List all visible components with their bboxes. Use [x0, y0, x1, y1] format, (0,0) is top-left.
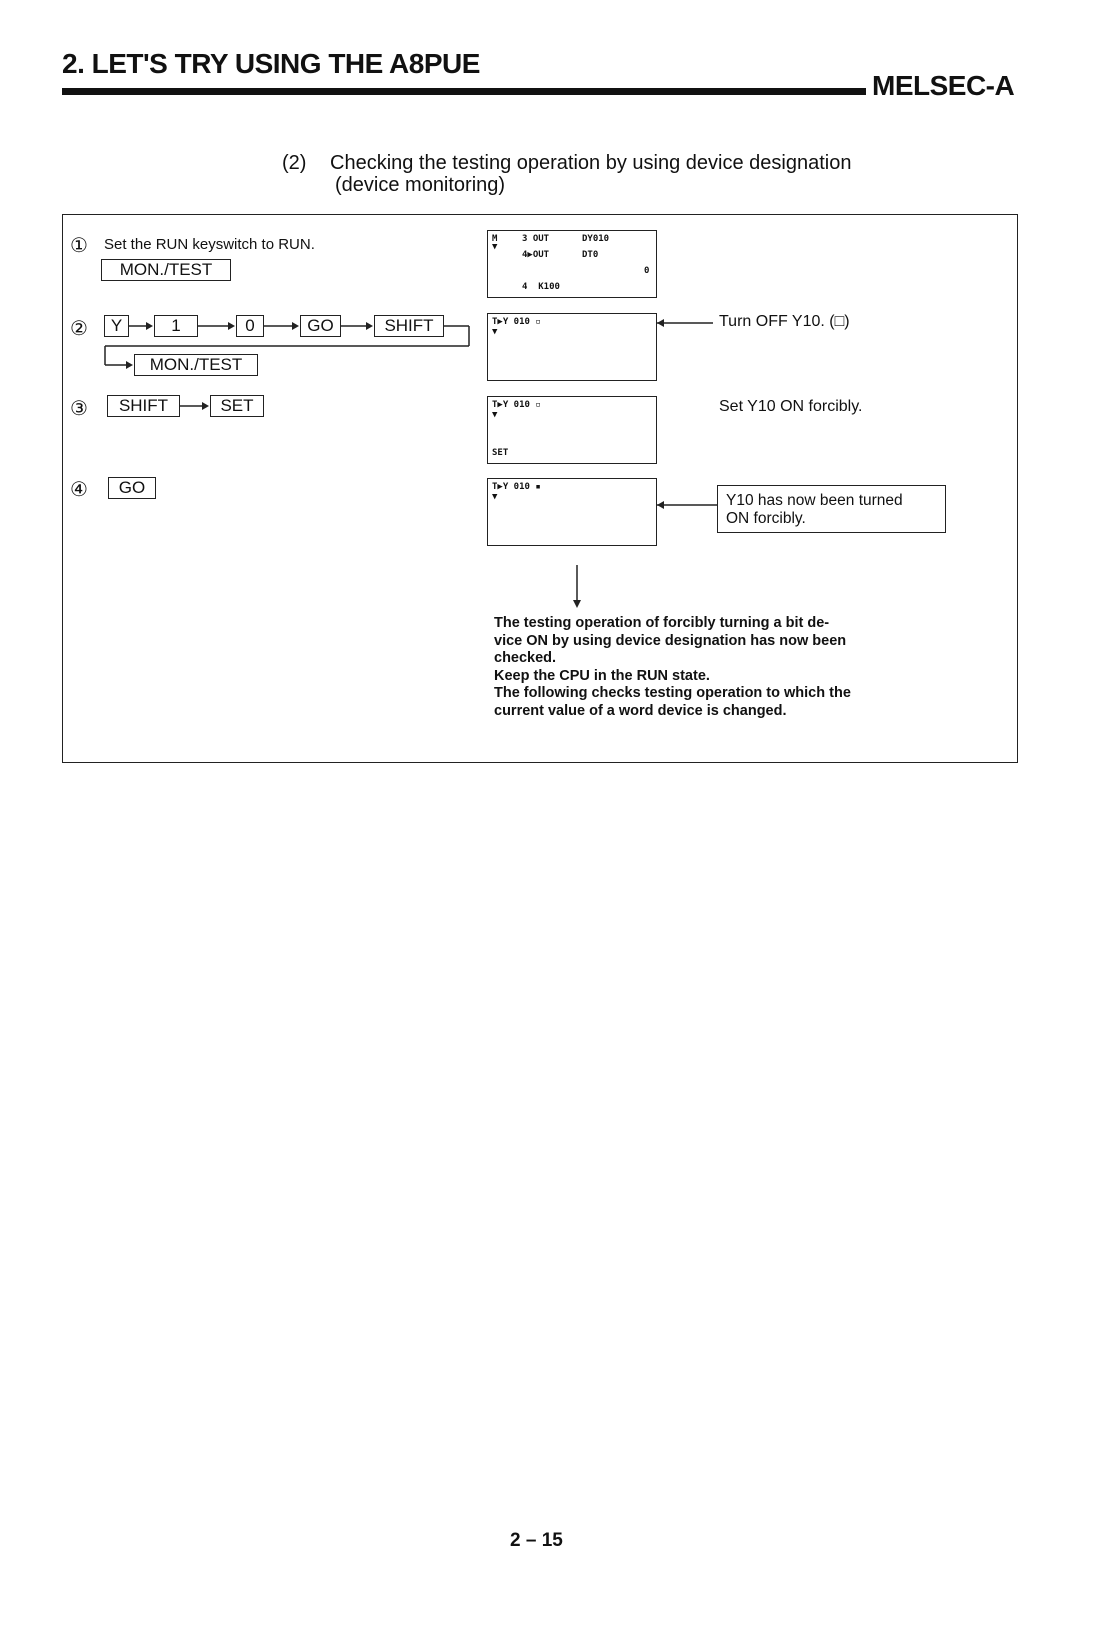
scroll-arrows-icon: ▼	[492, 492, 498, 502]
scroll-arrows-icon: ▼	[492, 327, 498, 337]
paragraph-line: Keep the CPU in the RUN state.	[494, 667, 710, 684]
screen-line: M	[492, 234, 498, 244]
callout-line1: Y10 has now been turned	[726, 492, 903, 509]
step-1-text: Set the RUN keyswitch to RUN.	[104, 236, 315, 253]
key-y[interactable]: Y	[104, 315, 129, 337]
callout-line2: ON forcibly.	[726, 510, 806, 527]
scroll-arrows-icon: ▼	[492, 242, 498, 252]
lcd-screen-4	[487, 478, 657, 546]
screen-line: 3 OUT	[522, 234, 550, 244]
screen-line: T▶Y 010 ▫	[492, 400, 541, 410]
screen-line: T▶Y 010 ▪	[492, 482, 541, 492]
paragraph-line: The following checks testing operation to which the	[494, 685, 851, 702]
summary-paragraph	[494, 615, 914, 721]
result-callout	[717, 485, 946, 533]
page-title: 2. LET'S TRY USING THE A8PUE	[62, 48, 480, 79]
screen-line: 4 K100	[522, 282, 560, 292]
lcd-screen-3	[487, 396, 657, 464]
lcd-screen-1	[487, 230, 657, 298]
screen-line: 4▶OUT	[522, 250, 550, 260]
screen-line: DY010	[582, 234, 610, 244]
paragraph-line: current value of a word device is changed.	[494, 702, 787, 719]
section-number: (2)	[282, 152, 307, 174]
step-4-marker: ④	[70, 479, 88, 501]
key-set[interactable]: SET	[210, 395, 264, 417]
key-mon-test[interactable]: MON./TEST	[134, 354, 258, 376]
lcd-screen-2	[487, 313, 657, 381]
screen-line: DT0	[582, 250, 599, 260]
screen-line: T▶Y 010 ▫	[492, 317, 541, 327]
key-go[interactable]: GO	[300, 315, 341, 337]
step-2-marker: ②	[70, 318, 88, 340]
paragraph-line: checked.	[494, 650, 557, 667]
section-title-line1: Checking the testing operation by using device designation	[330, 152, 852, 174]
screen-line: SET	[492, 448, 509, 458]
key-shift[interactable]: SHIFT	[107, 395, 180, 417]
brand-label: MELSEC-A	[872, 70, 1015, 101]
key-1[interactable]: 1	[154, 315, 198, 337]
step-1-marker: ①	[70, 235, 88, 257]
paragraph-line: The testing operation of forcibly turning a bit de-	[494, 615, 830, 631]
note-turn-off: Turn OFF Y10. (□)	[719, 313, 850, 330]
key-shift[interactable]: SHIFT	[374, 315, 444, 337]
section-title-line2: (device monitoring)	[335, 174, 506, 196]
scroll-arrows-icon: ▼	[492, 410, 498, 420]
paragraph-line: vice ON by using device designation has now been	[494, 632, 847, 649]
screen-line: 0	[644, 266, 650, 276]
step-3-marker: ③	[70, 398, 88, 420]
page-number: 2 – 15	[510, 1530, 563, 1551]
key-go[interactable]: GO	[108, 477, 156, 499]
key-0[interactable]: 0	[236, 315, 264, 337]
note-set-on: Set Y10 ON forcibly.	[719, 398, 863, 415]
key-mon-test[interactable]: MON./TEST	[101, 259, 231, 281]
